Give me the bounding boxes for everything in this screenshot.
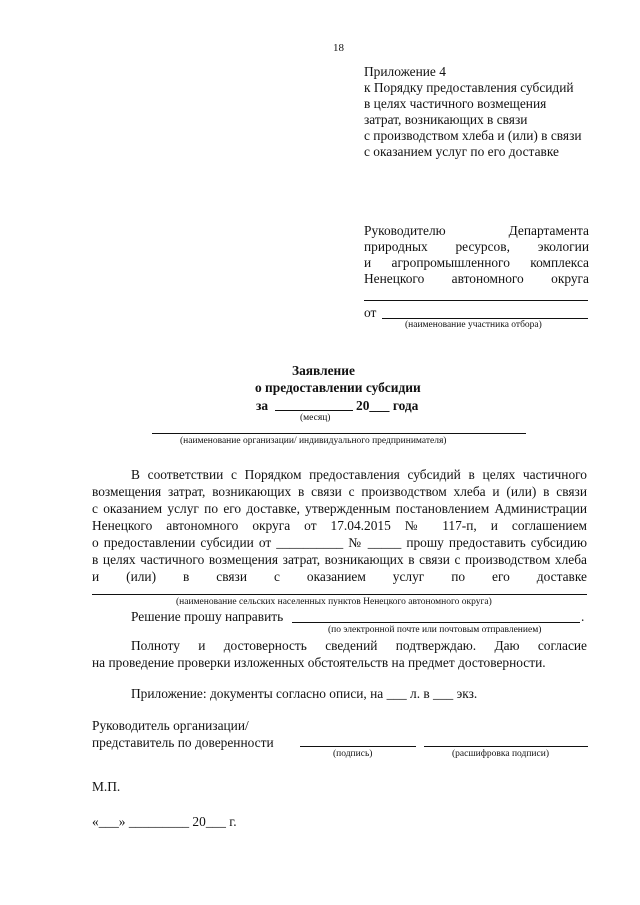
signature-decode-line bbox=[424, 746, 588, 747]
participant-caption: (наименование участника отбора) bbox=[405, 320, 542, 330]
signatory-label: представитель по доверенности bbox=[92, 735, 274, 750]
date-line: «___» _________ 20___ г. bbox=[92, 814, 237, 829]
appendix-line: в целях частичного возмещения bbox=[364, 96, 547, 111]
stamp-place: М.П. bbox=[92, 779, 121, 794]
settlements-caption: (наименование сельских населенных пунктов Ненецкого автономного округа) bbox=[176, 597, 492, 607]
body-line: возмещения затрат, возникающих в связи с производством хлеба и (или) в связи bbox=[92, 484, 587, 499]
body-line: в целях частичного возмещения затрат, возникающих в связи с производством хлеба bbox=[92, 552, 587, 567]
body-line: В соответствии с Порядком предоставления субсидий в целях частичного bbox=[131, 467, 587, 482]
signature-line bbox=[300, 746, 416, 747]
body-line: Ненецкого автономного округа от 17.04.2015 № 117-п, и соглашением bbox=[92, 518, 587, 533]
appendix-line: с производством хлеба и (или) в связи bbox=[364, 128, 582, 143]
month-caption: (месяц) bbox=[300, 413, 331, 423]
addressee-line: природных ресурсов, экологии bbox=[364, 239, 589, 254]
organization-line bbox=[152, 433, 526, 434]
consent-line: на проведение проверки изложенных обстоятельств на предмет достоверности. bbox=[92, 655, 546, 670]
decision-end: . bbox=[581, 609, 585, 624]
body-line: о предоставлении субсидии от __________ № _____ прошу предоставить субсидию bbox=[92, 535, 587, 550]
addressee-line: Ненецкого автономного округа bbox=[364, 271, 589, 286]
from-label: от bbox=[364, 305, 377, 320]
appendix-line: затрат, возникающих в связи bbox=[364, 112, 528, 127]
body-line: с оказанием услуг по его доставке, утвержденным постановлением Администрации bbox=[92, 501, 587, 516]
document-subtitle: о предоставлении субсидии bbox=[255, 380, 421, 395]
document-title: Заявление bbox=[292, 363, 355, 378]
addressee-line: и агропромышленного комплекса bbox=[364, 255, 589, 270]
addressee-blank-line bbox=[364, 300, 588, 301]
body-line: и (или) в связи с оказанием услуг по его доставке bbox=[92, 569, 587, 584]
signature-decode-caption: (расшифровка подписи) bbox=[452, 749, 549, 759]
organization-caption: (наименование организации/ индивидуального предпринимателя) bbox=[180, 436, 447, 446]
signatory-label: Руководитель организации/ bbox=[92, 718, 249, 733]
appendix-line: с оказанием услуг по его доставке bbox=[364, 144, 559, 159]
decision-line bbox=[292, 622, 580, 623]
decision-caption: (по электронной почте или почтовым отправлением) bbox=[328, 625, 542, 635]
addressee-line: Руководителю Департамента bbox=[364, 223, 589, 238]
attachment-line: Приложение: документы согласно описи, на ___ л. в ___ экз. bbox=[131, 686, 478, 701]
signature-caption: (подпись) bbox=[333, 749, 373, 759]
page-number: 18 bbox=[333, 42, 344, 54]
consent-line: Полноту и достоверность сведений подтверждаю. Даю согласие bbox=[131, 638, 587, 653]
participant-name-line bbox=[382, 318, 588, 319]
decision-label: Решение прошу направить bbox=[131, 609, 284, 624]
appendix-line: Приложение 4 bbox=[364, 64, 446, 79]
settlements-line bbox=[92, 594, 587, 595]
period-year: 20___ года bbox=[356, 398, 419, 413]
appendix-line: к Порядку предоставления субсидий bbox=[364, 80, 574, 95]
period-prefix: за bbox=[256, 398, 269, 413]
month-line bbox=[275, 410, 353, 411]
